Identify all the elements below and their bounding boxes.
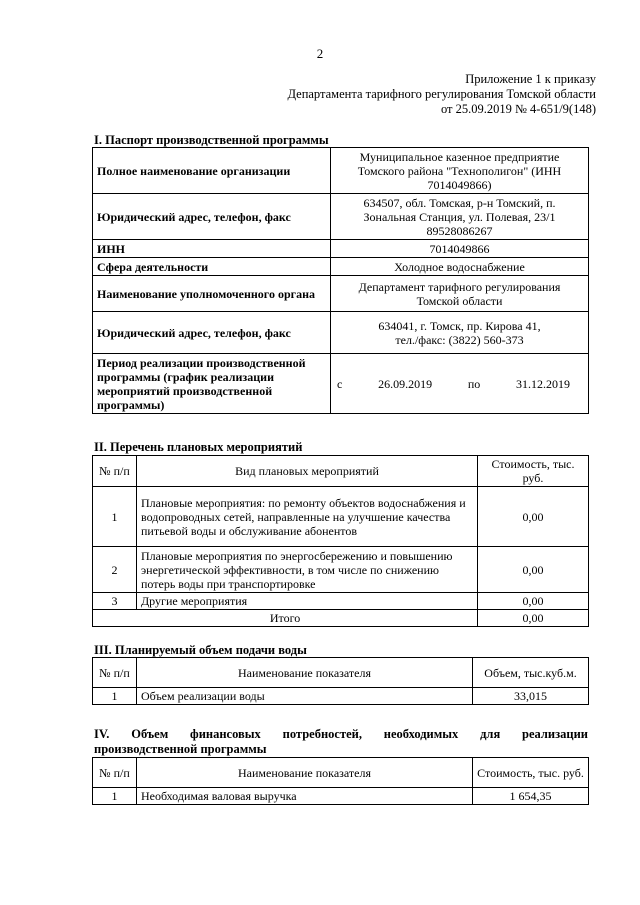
table-row (93, 258, 589, 276)
table-row (93, 547, 589, 593)
title-word: реализации (522, 727, 588, 741)
period-to-date: 31.12.2019 (516, 376, 570, 391)
financial-table (92, 757, 589, 805)
row-number: 3 (93, 593, 137, 610)
value-line: Зональная Станция, ул. Полевая, 23/1 (363, 209, 556, 224)
column-header: Объем, тыс.куб.м. (473, 658, 589, 688)
activity-text: Другие мероприятия (137, 593, 478, 610)
title-word: Объем (131, 727, 169, 741)
header-line: от 25.09.2019 № 4-651/9(148) (440, 102, 596, 116)
table-row (93, 354, 589, 414)
row-value (331, 194, 589, 240)
total-value: 0,00 (478, 610, 589, 627)
activity-cost: 0,00 (478, 547, 589, 593)
table-row (93, 788, 589, 805)
column-header: № п/п (93, 658, 137, 688)
column-header: № п/п (93, 758, 137, 788)
section-3-title: III. Планируемый объем подачи воды (94, 643, 307, 657)
activity-cost: 0,00 (478, 487, 589, 547)
title-word: финансовых (190, 727, 261, 741)
table-row (93, 148, 589, 194)
table-row (93, 487, 589, 547)
table-row (93, 593, 589, 610)
table-row (93, 276, 589, 312)
value-line: Муниципальное казенное предприятие (359, 149, 560, 164)
period-from-word: с (337, 376, 343, 391)
appendix-header (287, 72, 596, 117)
volume-table (92, 657, 589, 705)
header-line: Департамента тарифного регулирования Томской области (287, 87, 596, 101)
row-value (331, 276, 589, 312)
row-label: ИНН (93, 240, 331, 258)
column-header: Стоимость, тыс. руб. (478, 456, 589, 487)
table-header-row (93, 658, 589, 688)
title-word: необходимых (383, 727, 459, 741)
row-label: Наименование уполномоченного органа (93, 276, 331, 312)
column-header: № п/п (93, 456, 137, 487)
passport-table (92, 147, 589, 414)
row-number: 1 (93, 788, 137, 805)
row-number: 2 (93, 547, 137, 593)
activity-cost: 0,00 (478, 593, 589, 610)
row-number: 1 (93, 688, 137, 705)
indicator-value: 33,015 (473, 688, 589, 705)
table-row (93, 194, 589, 240)
activity-text: Плановые мероприятия по энергосбережению и повышению энергетической эффективности, в том числе по снижению потерь воды при транспортировке (137, 547, 478, 593)
period-label: Период реализации производственной программы (график реализации мероприятий производственной программы) (93, 354, 331, 414)
row-label: Юридический адрес, телефон, факс (93, 312, 331, 354)
title-word: IV. (94, 727, 110, 741)
value-line: Департамент тарифного регулирования (358, 279, 561, 294)
title-word: для (480, 727, 501, 741)
row-number: 1 (93, 487, 137, 547)
section-4-title (94, 727, 588, 757)
activities-table (92, 455, 589, 627)
column-header: Наименование показателя (137, 758, 473, 788)
period-from-date: 26.09.2019 (378, 376, 433, 391)
row-label: Юридический адрес, телефон, факс (93, 194, 331, 240)
column-header: Вид плановых мероприятий (137, 456, 478, 487)
value-line: 89528086267 (426, 223, 493, 238)
title-word: потребностей, (282, 727, 362, 741)
header-line: Приложение 1 к приказу (465, 72, 596, 86)
table-row (93, 240, 589, 258)
indicator-name: Объем реализации воды (137, 688, 473, 705)
column-header: Наименование показателя (137, 658, 473, 688)
row-label: Сфера деятельности (93, 258, 331, 276)
table-row (93, 312, 589, 354)
value-line: Томского района "Технополигон" (ИНН (357, 163, 562, 178)
total-label: Итого (93, 610, 478, 627)
section-1-title: I. Паспорт производственной программы (94, 133, 329, 147)
table-row (93, 688, 589, 705)
indicator-value: 1 654,35 (473, 788, 589, 805)
value-line: 634041, г. Томск, пр. Кирова 41, (378, 318, 541, 333)
table-header-row (93, 456, 589, 487)
period-value (331, 354, 589, 414)
row-label: Полное наименование организации (93, 148, 331, 194)
period-to-word: по (467, 376, 481, 391)
section-2-title: II. Перечень плановых мероприятий (94, 440, 303, 454)
indicator-name: Необходимая валовая выручка (137, 788, 473, 805)
row-value: Холодное водоснабжение (331, 258, 589, 276)
value-line: тел./факс: (3822) 560-373 (395, 332, 524, 347)
value-line: Томской области (416, 293, 503, 308)
page-number: 2 (316, 46, 324, 61)
activity-text: Плановые мероприятия: по ремонту объектов водоснабжения и водопроводных сетей, направленные на улучшение качества питьевой воды и обслуживание абонентов (137, 487, 478, 547)
value-line: 634507, обл. Томская, р-н Томский, п. (363, 195, 556, 210)
total-row (93, 610, 589, 627)
row-value: 7014049866 (331, 240, 589, 258)
column-header: Стоимость, тыс. руб. (473, 758, 589, 788)
table-header-row (93, 758, 589, 788)
value-line: 7014049866) (427, 177, 492, 192)
title-line: производственной программы (94, 742, 267, 756)
row-value (331, 312, 589, 354)
row-value (331, 148, 589, 194)
